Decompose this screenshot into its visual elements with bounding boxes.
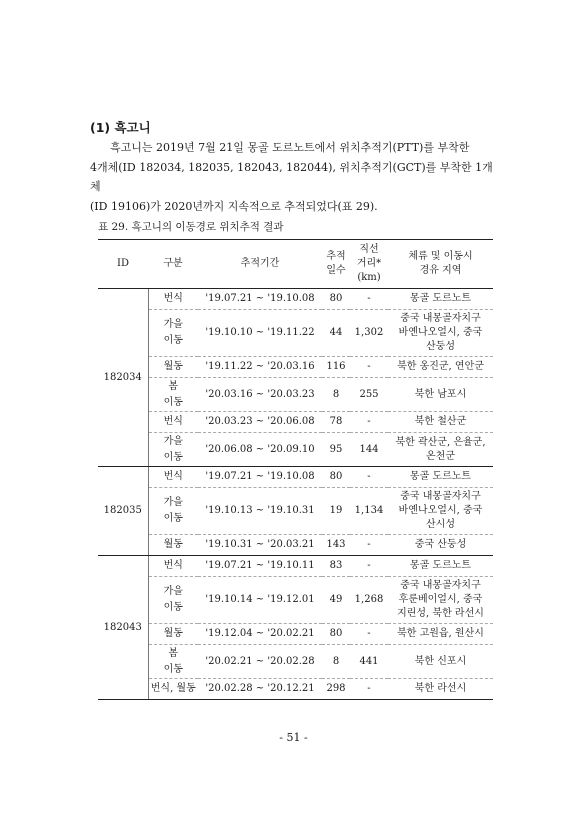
route-line: 중국 내몽골자치구 bbox=[400, 313, 481, 324]
cell-route bbox=[388, 289, 493, 310]
cell-route bbox=[388, 535, 493, 556]
table-header-row bbox=[98, 240, 493, 289]
cell-distance: 441 bbox=[350, 645, 388, 679]
cell-type: 봄 이동 bbox=[148, 645, 198, 679]
cell-period: '19.07.21 ~ '19.10.08 bbox=[198, 289, 322, 310]
cell-period: '19.10.10 ~ '19.11.22 bbox=[198, 310, 322, 357]
route-line: 북한 철산군 bbox=[414, 416, 467, 427]
cell-type: 월동 bbox=[148, 357, 198, 378]
cell-period: '20.02.28 ~ '20.12.21 bbox=[198, 679, 322, 700]
route-line: 바옌나오얼시, 중국 bbox=[398, 505, 483, 516]
intro-paragraph bbox=[90, 138, 500, 216]
cell-type: 번식 bbox=[148, 289, 198, 310]
cell-type: 가을 이동 bbox=[148, 488, 198, 535]
route-line: 산시성 bbox=[426, 519, 455, 530]
header-route-line-2: 경유 지역 bbox=[419, 265, 462, 276]
header-distance bbox=[350, 240, 388, 289]
cell-id: 182035 bbox=[98, 467, 148, 556]
table-row bbox=[98, 624, 493, 645]
cell-days: 44 bbox=[322, 310, 350, 357]
cell-period: '20.03.23 ~ '20.06.08 bbox=[198, 412, 322, 433]
tracking-table bbox=[98, 239, 493, 700]
cell-days: 19 bbox=[322, 488, 350, 535]
table-row bbox=[98, 679, 493, 700]
header-distance-line-2: 거리* bbox=[356, 258, 382, 269]
paragraph-line-1: 흑고니는 2019년 7월 21일 몽골 도르노트에서 위치추적기(PTT)를 부착한 bbox=[110, 141, 470, 154]
table-row bbox=[98, 378, 493, 412]
cell-type: 월동 bbox=[148, 535, 198, 556]
cell-period: '19.10.13 ~ '19.10.31 bbox=[198, 488, 322, 535]
cell-type: 번식 bbox=[148, 556, 198, 577]
table-row bbox=[98, 645, 493, 679]
cell-distance: - bbox=[350, 289, 388, 310]
route-line: 후룬베이얼시, 중국 bbox=[398, 594, 483, 605]
table-row bbox=[98, 310, 493, 357]
cell-route bbox=[388, 467, 493, 488]
table-row bbox=[98, 412, 493, 433]
cell-days: 143 bbox=[322, 535, 350, 556]
cell-route bbox=[388, 488, 493, 535]
cell-distance: - bbox=[350, 535, 388, 556]
cell-id: 182034 bbox=[98, 289, 148, 467]
cell-distance: - bbox=[350, 412, 388, 433]
cell-route bbox=[388, 378, 493, 412]
route-line: 북한 고원읍, 원산시 bbox=[397, 628, 484, 639]
section-title: (1) 흑고니 bbox=[90, 120, 151, 135]
route-line: 몽골 도르노트 bbox=[409, 293, 472, 304]
route-line: 북한 라선시 bbox=[414, 683, 467, 694]
cell-distance: - bbox=[350, 556, 388, 577]
cell-period: '20.03.16 ~ '20.03.23 bbox=[198, 378, 322, 412]
paragraph-line-3: (ID 19106)가 2020년까지 지속적으로 추적되었다(표 29). bbox=[90, 199, 378, 213]
cell-period: '19.10.14 ~ '19.12.01 bbox=[198, 577, 322, 624]
cell-route bbox=[388, 433, 493, 467]
route-line: 지린성, 북한 라선시 bbox=[397, 608, 484, 619]
cell-distance: 1,134 bbox=[350, 488, 388, 535]
cell-type: 번식 bbox=[148, 467, 198, 488]
route-line: 온천군 bbox=[426, 450, 455, 462]
header-type: 구분 bbox=[148, 240, 198, 289]
table-row bbox=[98, 433, 493, 467]
header-id: ID bbox=[98, 240, 148, 289]
cell-period: '19.07.21 ~ '19.10.11 bbox=[198, 556, 322, 577]
cell-period: '20.06.08 ~ '20.09.10 bbox=[198, 433, 322, 467]
cell-type: 봄 이동 bbox=[148, 378, 198, 412]
table-row bbox=[98, 357, 493, 378]
cell-route bbox=[388, 412, 493, 433]
cell-days: 80 bbox=[322, 289, 350, 310]
table-row bbox=[98, 289, 493, 310]
cell-type: 가을 이동 bbox=[148, 310, 198, 357]
table-row bbox=[98, 535, 493, 556]
header-days bbox=[322, 240, 350, 289]
cell-period: '19.07.21 ~ '19.10.08 bbox=[198, 467, 322, 488]
cell-period: '20.02.21 ~ '20.02.28 bbox=[198, 645, 322, 679]
route-line: 중국 산둥성 bbox=[414, 539, 467, 550]
table-caption: 표 29. 흑고니의 이동경로 위치추적 결과 bbox=[98, 221, 284, 233]
cell-route bbox=[388, 577, 493, 624]
cell-route bbox=[388, 645, 493, 679]
header-route-line-1: 체류 및 이동시 bbox=[408, 251, 473, 262]
route-line: 산둥성 bbox=[426, 341, 455, 352]
cell-days: 83 bbox=[322, 556, 350, 577]
cell-id: 182043 bbox=[98, 556, 148, 700]
cell-distance: - bbox=[350, 679, 388, 700]
cell-distance: 255 bbox=[350, 378, 388, 412]
route-line: 북한 남포시 bbox=[414, 388, 467, 400]
cell-distance: - bbox=[350, 467, 388, 488]
cell-type: 가을 이동 bbox=[148, 577, 198, 624]
route-line: 북한 신포시 bbox=[414, 655, 467, 667]
header-period: 추적기간 bbox=[198, 240, 322, 289]
header-distance-line-1: 직선 bbox=[359, 244, 379, 255]
cell-distance: - bbox=[350, 357, 388, 378]
paragraph-line-2: 4개체(ID 182034, 182035, 182043, 182044), 위치추적기(GCT)를 부착한 1개체 bbox=[90, 160, 493, 193]
cell-type: 가을 이동 bbox=[148, 433, 198, 467]
header-days-line-1: 추적 bbox=[326, 251, 346, 262]
cell-period: '19.10.31 ~ '20.03.21 bbox=[198, 535, 322, 556]
table-row bbox=[98, 577, 493, 624]
header-route bbox=[388, 240, 493, 289]
route-line: 중국 내몽골자치구 bbox=[400, 580, 481, 591]
cell-period: '19.12.04 ~ '20.02.21 bbox=[198, 624, 322, 645]
cell-distance: 1,302 bbox=[350, 310, 388, 357]
route-line: 바옌나오얼시, 중국 bbox=[398, 327, 483, 338]
cell-period: '19.11.22 ~ '20.03.16 bbox=[198, 357, 322, 378]
cell-days: 78 bbox=[322, 412, 350, 433]
cell-days: 49 bbox=[322, 577, 350, 624]
table-row bbox=[98, 488, 493, 535]
cell-days: 116 bbox=[322, 357, 350, 378]
cell-route bbox=[388, 556, 493, 577]
table-body bbox=[98, 289, 493, 700]
cell-route bbox=[388, 624, 493, 645]
route-line: 북한 옹진군, 연안군 bbox=[397, 361, 484, 372]
cell-days: 80 bbox=[322, 467, 350, 488]
cell-type: 번식 bbox=[148, 412, 198, 433]
cell-distance: - bbox=[350, 624, 388, 645]
route-line: 중국 내몽골자치구 bbox=[400, 491, 481, 502]
cell-route bbox=[388, 357, 493, 378]
cell-distance: 144 bbox=[350, 433, 388, 467]
cell-route bbox=[388, 310, 493, 357]
cell-days: 80 bbox=[322, 624, 350, 645]
cell-days: 8 bbox=[322, 645, 350, 679]
cell-days: 298 bbox=[322, 679, 350, 700]
cell-route bbox=[388, 679, 493, 700]
cell-type: 월동 bbox=[148, 624, 198, 645]
cell-type: 번식, 월동 bbox=[148, 679, 198, 700]
table-row bbox=[98, 467, 493, 488]
header-days-line-2: 일수 bbox=[326, 265, 346, 276]
page-number: - 51 - bbox=[279, 731, 308, 744]
header-distance-line-3: (km) bbox=[357, 272, 381, 283]
cell-distance: 1,268 bbox=[350, 577, 388, 624]
route-line: 북한 곽산군, 은율군, bbox=[395, 436, 486, 448]
cell-days: 95 bbox=[322, 433, 350, 467]
table-row bbox=[98, 556, 493, 577]
route-line: 몽골 도르노트 bbox=[409, 560, 472, 571]
cell-days: 8 bbox=[322, 378, 350, 412]
route-line: 몽골 도르노트 bbox=[409, 471, 472, 482]
